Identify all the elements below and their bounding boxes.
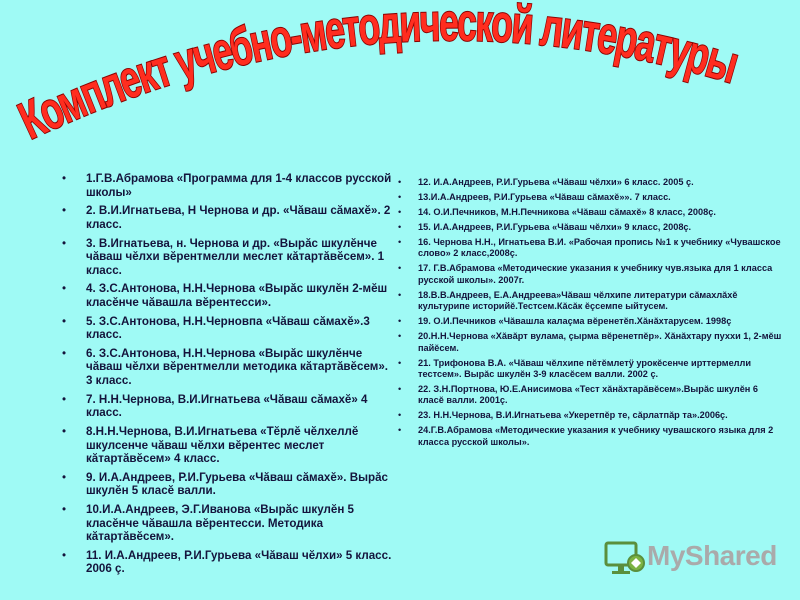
literature-item-text: 5. З.С.Антонова, Н.Н.Черновпа «Чăваш сăмахĕ».3 класс. xyxy=(86,314,370,342)
bullet-icon: • xyxy=(398,425,402,436)
bullet-icon: • xyxy=(62,236,67,250)
bullet-icon: • xyxy=(62,172,67,185)
literature-item-text: 24.Г.В.Абрамова «Методические указания к учебнику чувашского языка для 2 класса русской школы». xyxy=(418,425,774,447)
literature-item xyxy=(62,471,392,498)
svg-text:Комплект учебно-методической л xyxy=(10,0,758,151)
literature-item-text: 21. Трифонова В.А. «Чăваш чĕлхипе пĕтĕмлетÿ урокĕсенче ирттермелли тестсем». Вырăс шкулĕн 3-9 класĕсем валли. 2002 ç. xyxy=(418,357,752,380)
literature-item-text: 22. З.Н.Портнова, Ю.Е.Анисимова «Тест хăнăхтарăвĕсем».Вырăс шкулĕн 6 класĕ валли. 2001ç. xyxy=(418,384,759,406)
literature-item-text: 18.В.В.Андреев, Е.А.Андреева»Чăваш чĕлхипе литератури сăмахлăхĕ культурипе историйĕ.Тестсем.Кăсăк ĕçсемпе ыйтусем. xyxy=(418,289,738,312)
literature-item xyxy=(398,384,783,407)
literature-item-text: 4. З.С.Антонова, Н.Н.Чернова «Вырăс шкулĕн 2-мĕш класĕнче чăвашла вĕрентесси». xyxy=(86,282,388,309)
bullet-icon: • xyxy=(398,384,402,395)
myshared-logo xyxy=(603,537,778,577)
bullet-icon: • xyxy=(398,222,402,232)
literature-item xyxy=(398,290,783,313)
bullet-icon: • xyxy=(398,289,402,300)
bullet-icon: • xyxy=(62,282,67,296)
literature-item-text: 10.И.А.Андреев, Э.Г.Иванова «Вырăс шкулĕн 5 класĕнче чăвашла вĕрентесси. Методика кăтартăвĕсем». xyxy=(86,503,355,544)
literature-item xyxy=(62,549,392,576)
literature-item-text: 16. Чернова Н.Н., Игнатьева В.И. «Рабочая пропись №1 к учебнику «Чувашское слово» 2 класс,2008ç. xyxy=(418,237,781,259)
literature-item-text: 14. О.И.Печников, М.Н.Печникова «Чăваш сăмахĕ» 8 класс, 2008ç. xyxy=(418,207,716,217)
literature-item xyxy=(62,425,392,466)
logo-icon xyxy=(603,537,647,577)
bullet-icon: • xyxy=(62,392,67,406)
bullet-icon: • xyxy=(398,410,402,421)
page-title-container xyxy=(0,0,800,165)
literature-item xyxy=(398,207,783,218)
literature-item xyxy=(398,331,783,354)
bullet-icon: • xyxy=(62,346,67,360)
bullet-icon: • xyxy=(62,425,67,439)
literature-item-text: 15. И.А.Андреев, Р.И.Гурьева «Чăваш чĕлхи» 9 класс, 2008ç. xyxy=(418,222,692,232)
literature-item-text: 7. Н.Н.Чернова, В.И.Игнатьева «Чăваш сăмахĕ» 4 класс. xyxy=(86,392,368,420)
bullet-icon: • xyxy=(62,204,67,218)
literature-item xyxy=(62,237,392,278)
bullet-icon: • xyxy=(398,263,402,274)
literature-item xyxy=(398,358,783,381)
literature-item xyxy=(62,503,392,544)
literature-item-text: 6. З.С.Антонова, Н.Н.Чернова «Вырăс шкулĕнче чăваш чĕлхи вĕрентмелли методика кăтартăвĕсем». 3 класс. xyxy=(86,346,388,387)
literature-item-text: 12. И.А.Андреев, Р.И.Гурьева «Чăваш чĕлхи» 6 класс. 2005 ç. xyxy=(418,177,694,187)
title-svg xyxy=(0,0,800,165)
literature-list-right xyxy=(398,177,783,452)
literature-item xyxy=(62,204,392,231)
literature-item-text: 20.Н.Н.Чернова «Хăвăрт вулама, çырма вĕренетпĕр». Хăнăхтару пуххи 1, 2-мĕш пайĕсем. xyxy=(418,331,782,353)
logo-text: MyShared xyxy=(647,540,777,571)
literature-item xyxy=(398,222,783,233)
literature-item-text: 8.Н.Н.Чернова, В.И.Игнатьева «Тĕрлĕ чĕлхеллĕ шкулсенче чăваш чĕлхи вĕрентес меслет кăтартăвĕсем» 4 класс. xyxy=(86,425,359,466)
literature-item-text: 17. Г.В.Абрамова «Методические указания к учебнику чув.языка для 1 класса русской школы». 2007г. xyxy=(418,263,773,285)
literature-item-text: 1.Г.В.Абрамова «Программа для 1-4 классов русской школы» xyxy=(86,172,392,199)
literature-item xyxy=(62,393,392,420)
bullet-icon: • xyxy=(398,331,402,342)
bullet-icon: • xyxy=(62,503,67,517)
literature-item-text: 13.И.А.Андреев, Р.И.Гурьева «Чăваш сăмахĕ»». 7 класс. xyxy=(418,192,671,202)
bullet-icon: • xyxy=(398,357,402,368)
bullet-icon: • xyxy=(398,316,402,327)
literature-item xyxy=(398,192,783,203)
literature-item-text: 3. В.Игнатьева, н. Чернова и др. «Вырăс шкулĕнче чăваш чĕлхи вĕрентмелли меслет кăтартăвĕсем». 1 класс. xyxy=(86,236,385,277)
literature-item-text: 19. О.И.Печников «Чăвашла калаçма вĕренетĕп.Хăнăхтарусем. 1998ç xyxy=(418,316,732,327)
literature-item xyxy=(398,316,783,327)
literature-item-text: 23. Н.Н.Чернова, В.И.Игнатьева «Укеретпĕр те, сăрлатпăр та».2006ç. xyxy=(418,410,728,421)
literature-item xyxy=(398,425,783,448)
page-title: Комплект учебно-методической литературы xyxy=(10,0,758,151)
literature-item xyxy=(398,410,783,421)
bullet-icon: • xyxy=(62,548,67,562)
literature-list-left xyxy=(62,172,392,581)
literature-item xyxy=(62,315,392,342)
literature-item-text: 11. И.А.Андреев, Р.И.Гурьева «Чăваш чĕлхи» 5 класс. 2006 ç. xyxy=(86,548,392,576)
literature-item xyxy=(62,282,392,309)
bullet-icon: • xyxy=(398,192,402,202)
literature-item-text: 2. В.И.Игнатьева, Н Чернова и др. «Чăваш сăмахĕ». 2 класс. xyxy=(86,204,391,231)
bullet-icon: • xyxy=(398,207,402,217)
literature-item xyxy=(398,263,783,286)
bullet-icon: • xyxy=(62,470,67,484)
bullet-icon: • xyxy=(398,237,402,247)
literature-item xyxy=(62,347,392,388)
literature-item xyxy=(398,177,783,188)
literature-item-text: 9. И.А.Андреев, Р.И.Гурьева «Чăваш сăмахĕ». Вырăс шкулĕн 5 класĕ валли. xyxy=(86,470,388,498)
literature-item xyxy=(62,172,392,199)
bullet-icon: • xyxy=(62,314,67,328)
literature-item xyxy=(398,237,783,260)
bullet-icon: • xyxy=(398,177,402,187)
